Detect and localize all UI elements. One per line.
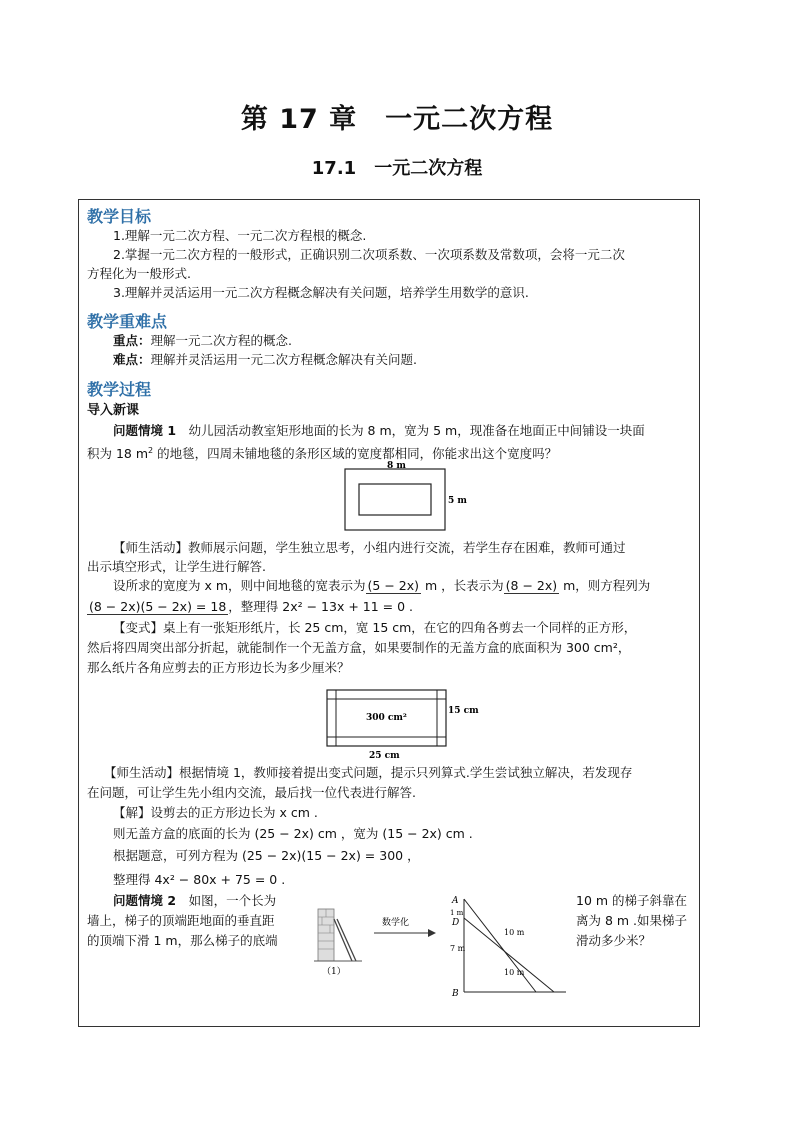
intro-heading: 导入新课 (87, 403, 140, 418)
label-7m: 7 m (450, 944, 466, 953)
scenario2-line: 10 m 的梯子斜靠在 (576, 893, 688, 908)
key-label: 重点： (113, 333, 151, 348)
solution-line: 根据题意，可列方程为 (25 − 2x)(15 − 2x) = 300 ， (113, 848, 420, 863)
scenario2-line (113, 891, 276, 910)
label-10m: 10 m (504, 928, 525, 937)
goal-item: 1.理解一元二次方程、一元二次方程根的概念. (113, 228, 367, 243)
mathematize-arrow (372, 915, 438, 941)
variant-line: 【变式】桌上有一张矩形纸片，长 25 cm，宽 15 cm，在它的四角各剪去一个同样的正方形， (113, 620, 637, 635)
arrow-label: 数学化 (382, 918, 410, 928)
goal-item: 方程化为一般形式. (87, 266, 191, 281)
s1-text-b: 的地毯，四周未铺地毯的条形区域的宽度都相同，你能求出这个宽度吗？ (153, 446, 558, 462)
goals-heading: 教学目标 (87, 207, 152, 226)
variant-line: 然后将四周突出部分折起，就能制作一个无盖方盒，如果要制作的无盖方盒的底面积为 300 cm²， (87, 640, 631, 655)
box-figure (322, 680, 492, 762)
eq2-blank: (8 − 2x)(5 − 2x) = 18 (89, 599, 227, 614)
label-10m: 10 m (504, 968, 525, 977)
difficult-point (113, 350, 417, 369)
room-rect (345, 469, 445, 530)
chapter-title: 第 17 章 一元二次方程 (240, 104, 554, 135)
scenario2-label: 问题情境 2 (113, 893, 177, 908)
fig2-right-label: 15 cm (448, 706, 479, 716)
diff-label: 难点： (113, 352, 151, 367)
eq1-blank-width: (5 − 2x) (367, 578, 420, 593)
variant-line: 那么纸片各角应剪去的正方形边长为多少厘米？ (87, 660, 350, 675)
point-d: D (452, 918, 460, 928)
eq1-text: m ，长表示为 (421, 578, 504, 593)
equation-line (87, 597, 413, 616)
key-point (113, 331, 292, 350)
point-a: A (452, 896, 459, 906)
solution-line: 整理得 4x² − 80x + 75 = 0 . (113, 872, 286, 887)
wall-ladder-illustration (312, 905, 370, 977)
scenario1-line (113, 421, 645, 440)
scenario2-line: 滑动多少米？ (576, 933, 652, 948)
label-1m: 1 m (450, 909, 464, 917)
ladder-diagram (448, 893, 572, 1001)
keypoints-heading: 教学重难点 (87, 312, 168, 331)
activity2-line: 在问题，可让学生先小组内交流，最后找一位代表进行解答. (87, 785, 416, 800)
diff-text: 理解并灵活运用一元二次方程概念解决有关问题. (150, 352, 417, 367)
scenario2-line: 墙上，梯子的顶端距地面的垂直距 (87, 913, 275, 928)
scenario1-line2 (87, 441, 557, 463)
fig1-right-label: 5 m (448, 496, 467, 506)
fig3-caption: （1） (322, 967, 346, 977)
ladder-position-1 (464, 899, 536, 992)
eq1-blank-length: (8 − 2x) (505, 578, 558, 593)
goal-item: 3.理解并灵活运用一元二次方程概念解决有关问题，培养学生用数学的意识. (113, 285, 529, 300)
s1-sup: 2 (148, 446, 154, 455)
scenario1-text: 幼儿园活动教室矩形地面的长为 8 m，宽为 5 m，现准备在地面正中间铺设一块面 (188, 423, 645, 438)
fig1-top-label: 8 m (387, 461, 406, 471)
scenario2-line: 的顶端下滑 1 m，那么梯子的底端 (87, 933, 278, 948)
section-title: 17.1 一元二次方程 (311, 158, 483, 179)
activity1-line: 【师生活动】教师展示问题，学生独立思考，小组内进行交流，若学生存在困难，教师可通过 (113, 540, 626, 555)
process-heading: 教学过程 (87, 380, 152, 399)
scenario1-label: 问题情境 1 (113, 423, 177, 438)
arrow-head (428, 929, 436, 937)
eq1-text: 设所求的宽度为 x m，则中间地毯的宽表示为 (113, 578, 366, 593)
activity2-line: 【师生活动】根据情境 1，教师接着提出变式问题，提示只列算式.学生尝试独立解决，若发现存 (104, 765, 633, 780)
point-b: B (452, 989, 459, 999)
solution-line: 【解】设剪去的正方形边长为 x cm . (113, 805, 318, 820)
fig2-bottom-label: 25 cm (369, 751, 400, 761)
goal-item: 2.掌握一元二次方程的一般形式，正确识别二次项系数、一次项系数及常数项，会将一元二次 (113, 247, 625, 262)
equation-line (113, 576, 650, 595)
fig2-area-label: 300 cm² (366, 713, 407, 723)
s1-text-a: 积为 18 m (87, 446, 149, 462)
key-text: 理解一元二次方程的概念. (150, 333, 292, 348)
ladder-rail (334, 919, 352, 961)
scenario2-text: 如图，一个长为 (188, 893, 277, 908)
carpet-figure (340, 458, 470, 534)
activity1-line: 出示填空形式，让学生进行解答. (87, 559, 266, 574)
eq1-text: m，则方程列为 (559, 578, 651, 593)
carpet-rect (359, 484, 431, 515)
ladder-rail (337, 919, 356, 961)
scenario2-line: 离为 8 m .如果梯子 (576, 913, 688, 928)
eq2-text: ，整理得 2x² − 13x + 11 = 0 . (228, 599, 413, 614)
solution-line: 则无盖方盒的底面的长为 (25 − 2x) cm ，宽为 (15 − 2x) cm . (113, 826, 473, 841)
